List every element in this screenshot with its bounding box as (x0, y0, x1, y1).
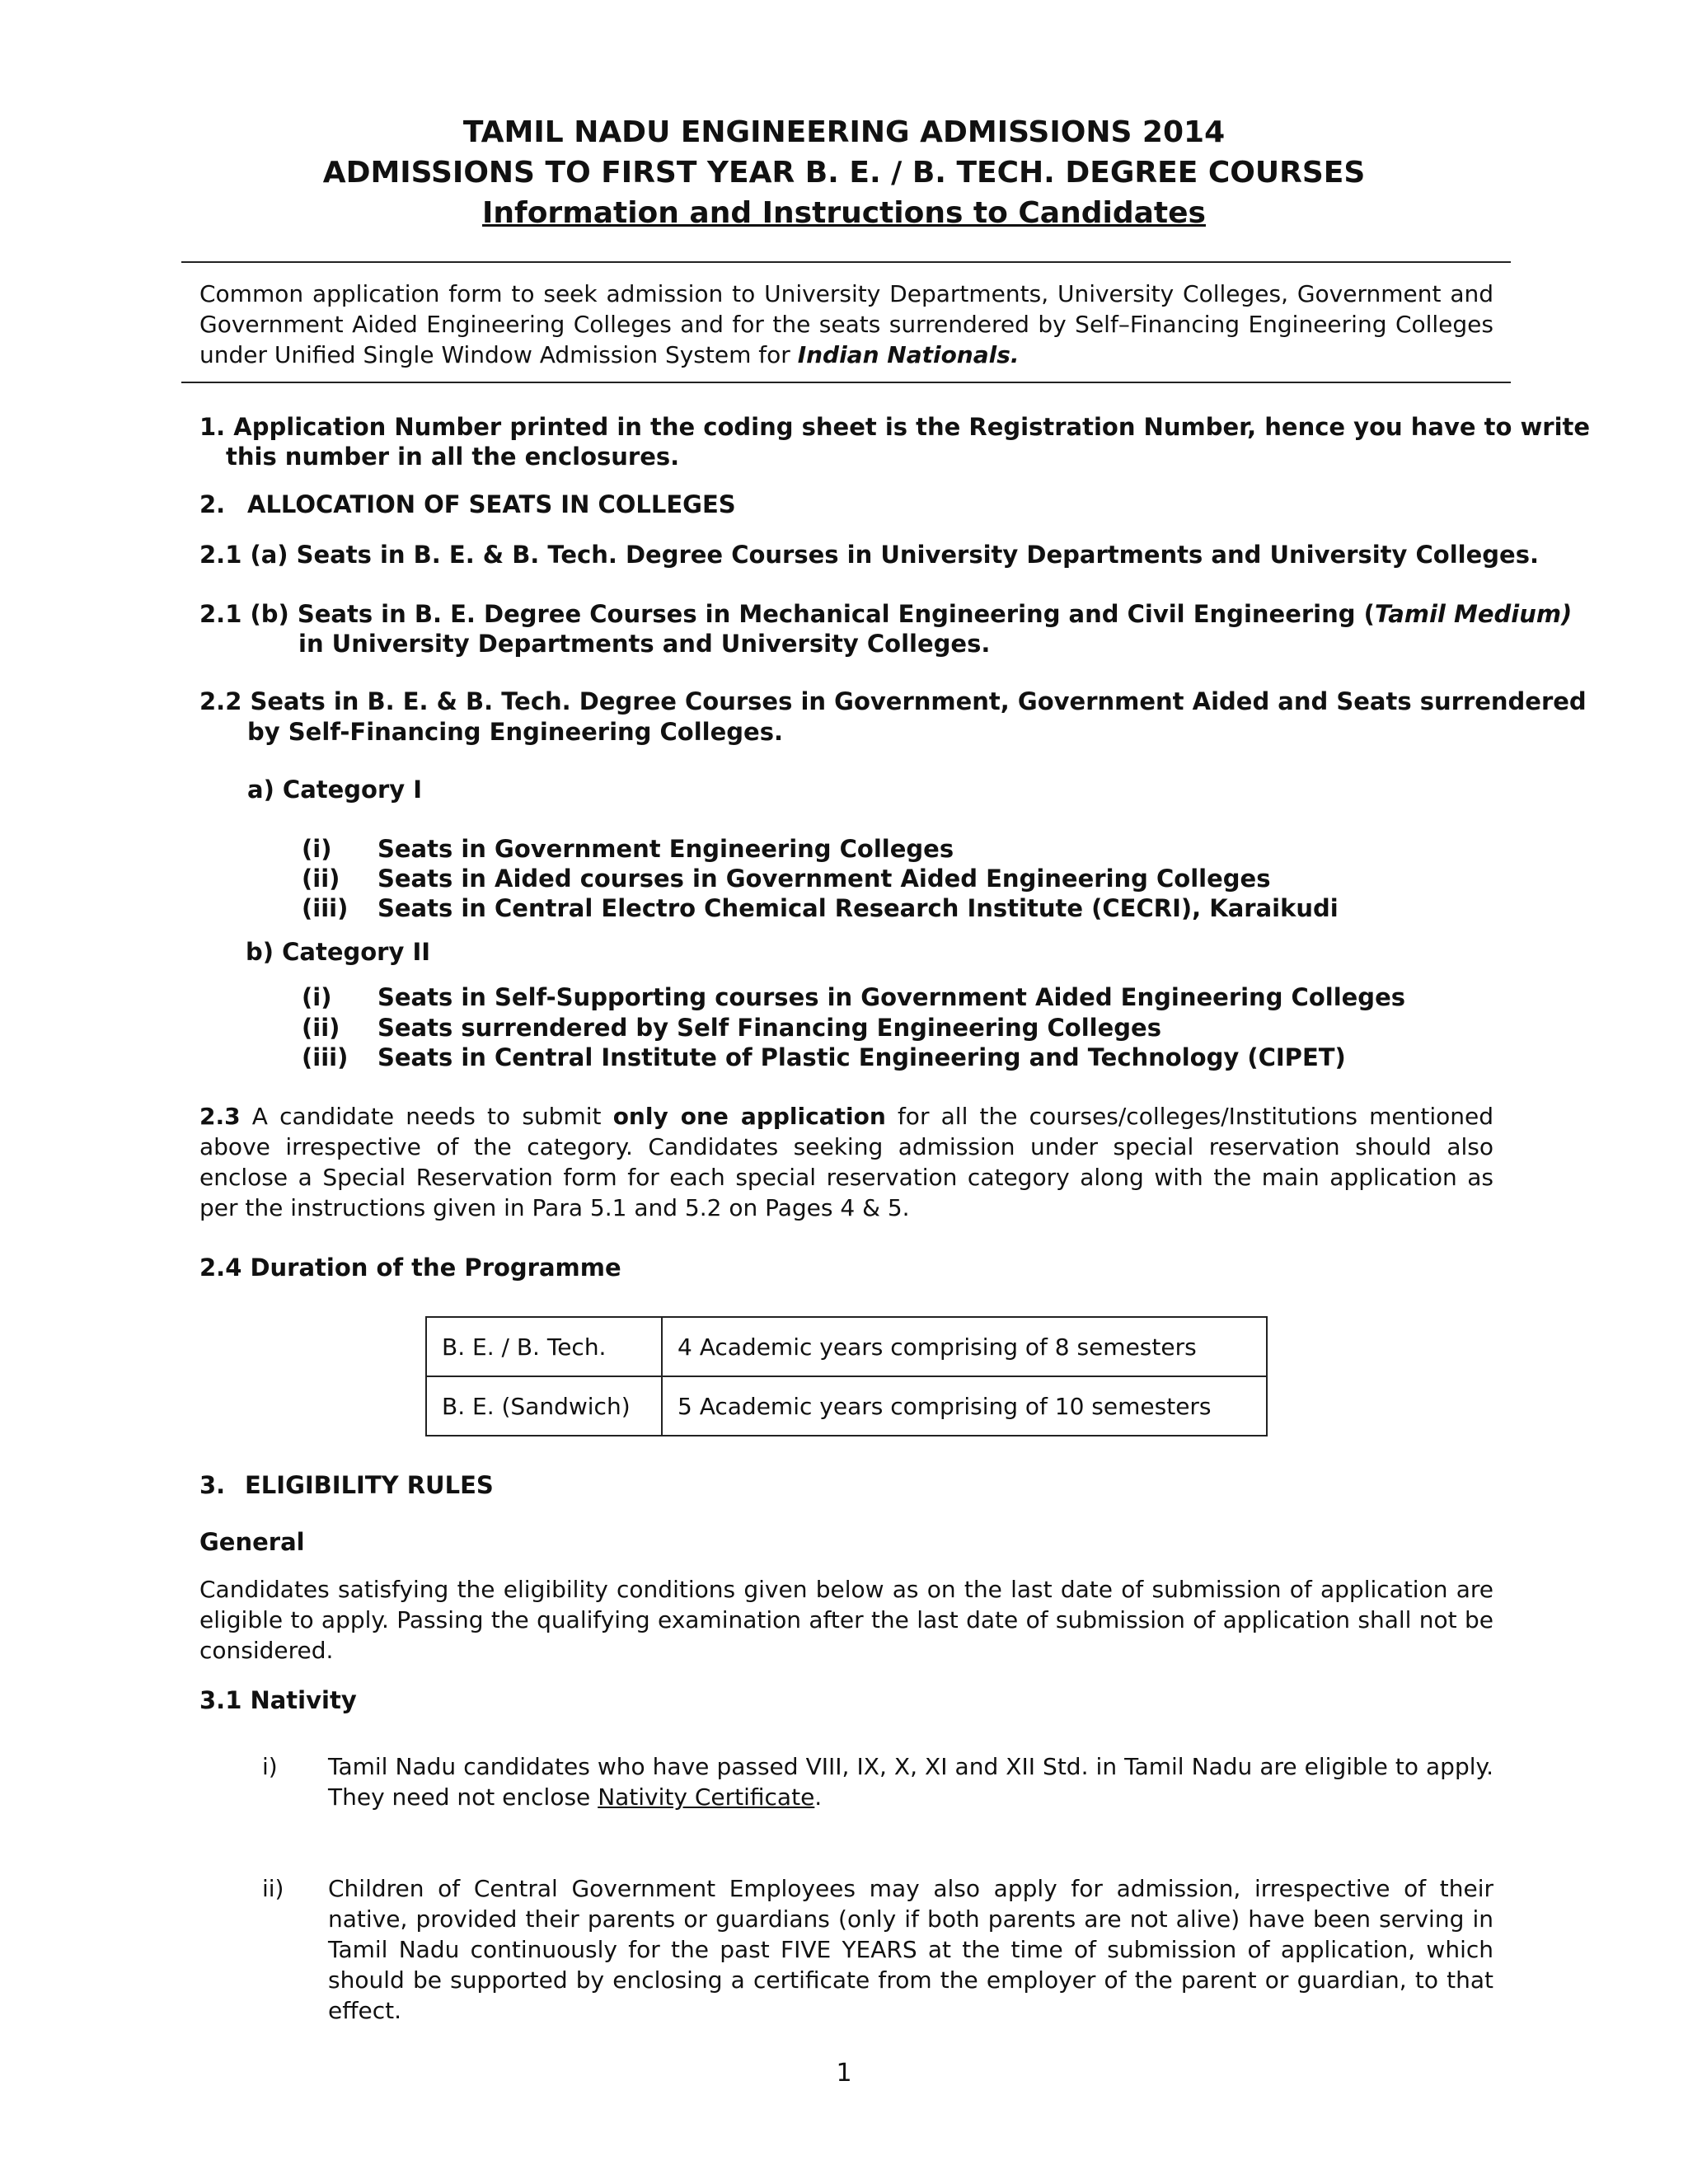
section-2-1b-line-2: in University Departments and University Colleges. (298, 630, 991, 658)
category-1-item-text: Seats in Central Electro Chemical Research Institute (CECRI), Karaikudi (377, 894, 1339, 922)
section-2-2-line-1: 2.2 Seats in B. E. & B. Tech. Degree Courses in Government, Government Aided and Seats surrendered (199, 687, 1587, 715)
section-3-number: 3. (199, 1471, 226, 1499)
category-1-label: a) Category I (247, 776, 423, 804)
category-2-item-text: Seats in Self-Supporting courses in Government Aided Engineering Colleges (377, 983, 1405, 1011)
nativity-item-2: Children of Central Government Employees may also apply for admission, irrespective of their native, provided their parents or guardians (only if both parents are not alive) have been serving in Tamil Nadu continuously for the past FIVE YEARS at the time of submission of application, which should be supported by enclosing a certificate from the employer of the parent or guardian, to that effect. (328, 1875, 1493, 2024)
section-2-4-heading: 2.4 Duration of the Programme (199, 1254, 621, 1282)
section-3-heading: ELIGIBILITY RULES (245, 1471, 494, 1499)
category-2-item-num: (iii) (302, 1043, 349, 1071)
title-line-1: TAMIL NADU ENGINEERING ADMISSIONS 2014 (462, 115, 1226, 149)
category-2-label: b) Category II (246, 938, 431, 966)
section-2-3-post: for all the courses/colleges/Institutions mentioned above irrespective of the category. Candidates seeking admission under special reservation should also enclose a Special Reservation form for each special reservation category along with the main application as per the instructions given in Para 5.1 and 5.2 on Pages 4 & 5. (199, 1103, 1493, 1221)
table-row (426, 1317, 1267, 1376)
nativity-item-num: ii) (262, 1875, 284, 1902)
category-1-item-num: (i) (302, 835, 332, 863)
table-cell-duration: 4 Academic years comprising of 8 semesters (662, 1317, 1267, 1376)
page-number: 1 (836, 2059, 852, 2088)
section-2-1b-prefix: 2.1 (b) Seats in B. E. Degree Courses in Mechanical Engineering and Civil Engineering ( (199, 600, 1375, 628)
section-2-1b-line-1 (199, 599, 1572, 630)
title-line-3 (0, 193, 1688, 234)
section-2-3-paragraph (199, 1101, 1493, 1223)
general-heading: General (199, 1528, 305, 1556)
category-2-item-num: (ii) (302, 1014, 340, 1042)
section-3-1-heading: 3.1 Nativity (199, 1686, 357, 1714)
title-line-2: ADMISSIONS TO FIRST YEAR B. E. / B. TECH. DEGREE COURSES (322, 156, 1366, 190)
category-2-item-text: Seats surrendered by Self Financing Engineering Colleges (377, 1014, 1161, 1042)
nativity-item-1-end: . (814, 1783, 823, 1811)
nativity-item-num: i) (262, 1753, 278, 1780)
category-1-item-text: Seats in Aided courses in Government Aided Engineering Colleges (377, 865, 1271, 893)
category-2-item-text: Seats in Central Institute of Plastic Engineering and Technology (CIPET) (377, 1043, 1346, 1071)
table-cell-course: B. E. (Sandwich) (426, 1376, 662, 1436)
section-2-1b-italic: Tamil Medium) (1374, 600, 1573, 628)
category-1-item-num: (ii) (302, 865, 340, 893)
section-2-2-line-2: by Self-Financing Engineering Colleges. (247, 718, 783, 746)
section-1-line-2: this number in all the enclosures. (226, 443, 680, 471)
table-row (426, 1376, 1267, 1436)
nativity-item-1-text: Tamil Nadu candidates who have passed VIII, IX, X, XI and XII Std. in Tamil Nadu are eligible to apply. They need not enclose (328, 1753, 1493, 1811)
section-2-3-pre: A candidate needs to submit (251, 1103, 602, 1130)
category-1-item-num: (iii) (302, 894, 349, 922)
section-2-1a: 2.1 (a) Seats in B. E. & B. Tech. Degree Courses in University Departments and University Colleges. (199, 541, 1539, 569)
intro-text: Common application form to seek admission to University Departments, University Colleges, Government and Government Aided Engineering Colleges and for the seats surrendered by Self–Financing Engineering Colleges under Unified Single Window Admission System for (199, 280, 1493, 368)
section-2-number: 2. (199, 490, 226, 518)
category-1-item-text: Seats in Government Engineering Colleges (377, 835, 954, 863)
section-2-heading: ALLOCATION OF SEATS IN COLLEGES (247, 490, 736, 518)
nativity-certificate-link: Nativity Certificate (598, 1783, 815, 1811)
intro-paragraph (199, 279, 1493, 370)
duration-table (425, 1316, 1268, 1436)
intro-emphasis: Indian Nationals. (797, 341, 1020, 368)
top-divider (181, 261, 1511, 263)
general-paragraph: Candidates satisfying the eligibility conditions given below as on the last date of submission of application are eligible to apply. Passing the qualifying examination after the last date of submission of application shall not be considered. (199, 1576, 1493, 1664)
subtitle-underlined: Information and Instructions to Candidates (482, 196, 1206, 230)
table-cell-course: B. E. / B. Tech. (426, 1317, 662, 1376)
section-2-3-number: 2.3 (199, 1103, 241, 1130)
table-cell-duration: 5 Academic years comprising of 10 semesters (662, 1376, 1267, 1436)
category-2-item-num: (i) (302, 983, 332, 1011)
section-1-line-1: 1. Application Number printed in the coding sheet is the Registration Number, hence you have to write (199, 413, 1591, 441)
nativity-item-1 (328, 1751, 1493, 1812)
section-2-3-bold: only one application (612, 1103, 886, 1130)
bottom-divider (181, 382, 1511, 383)
